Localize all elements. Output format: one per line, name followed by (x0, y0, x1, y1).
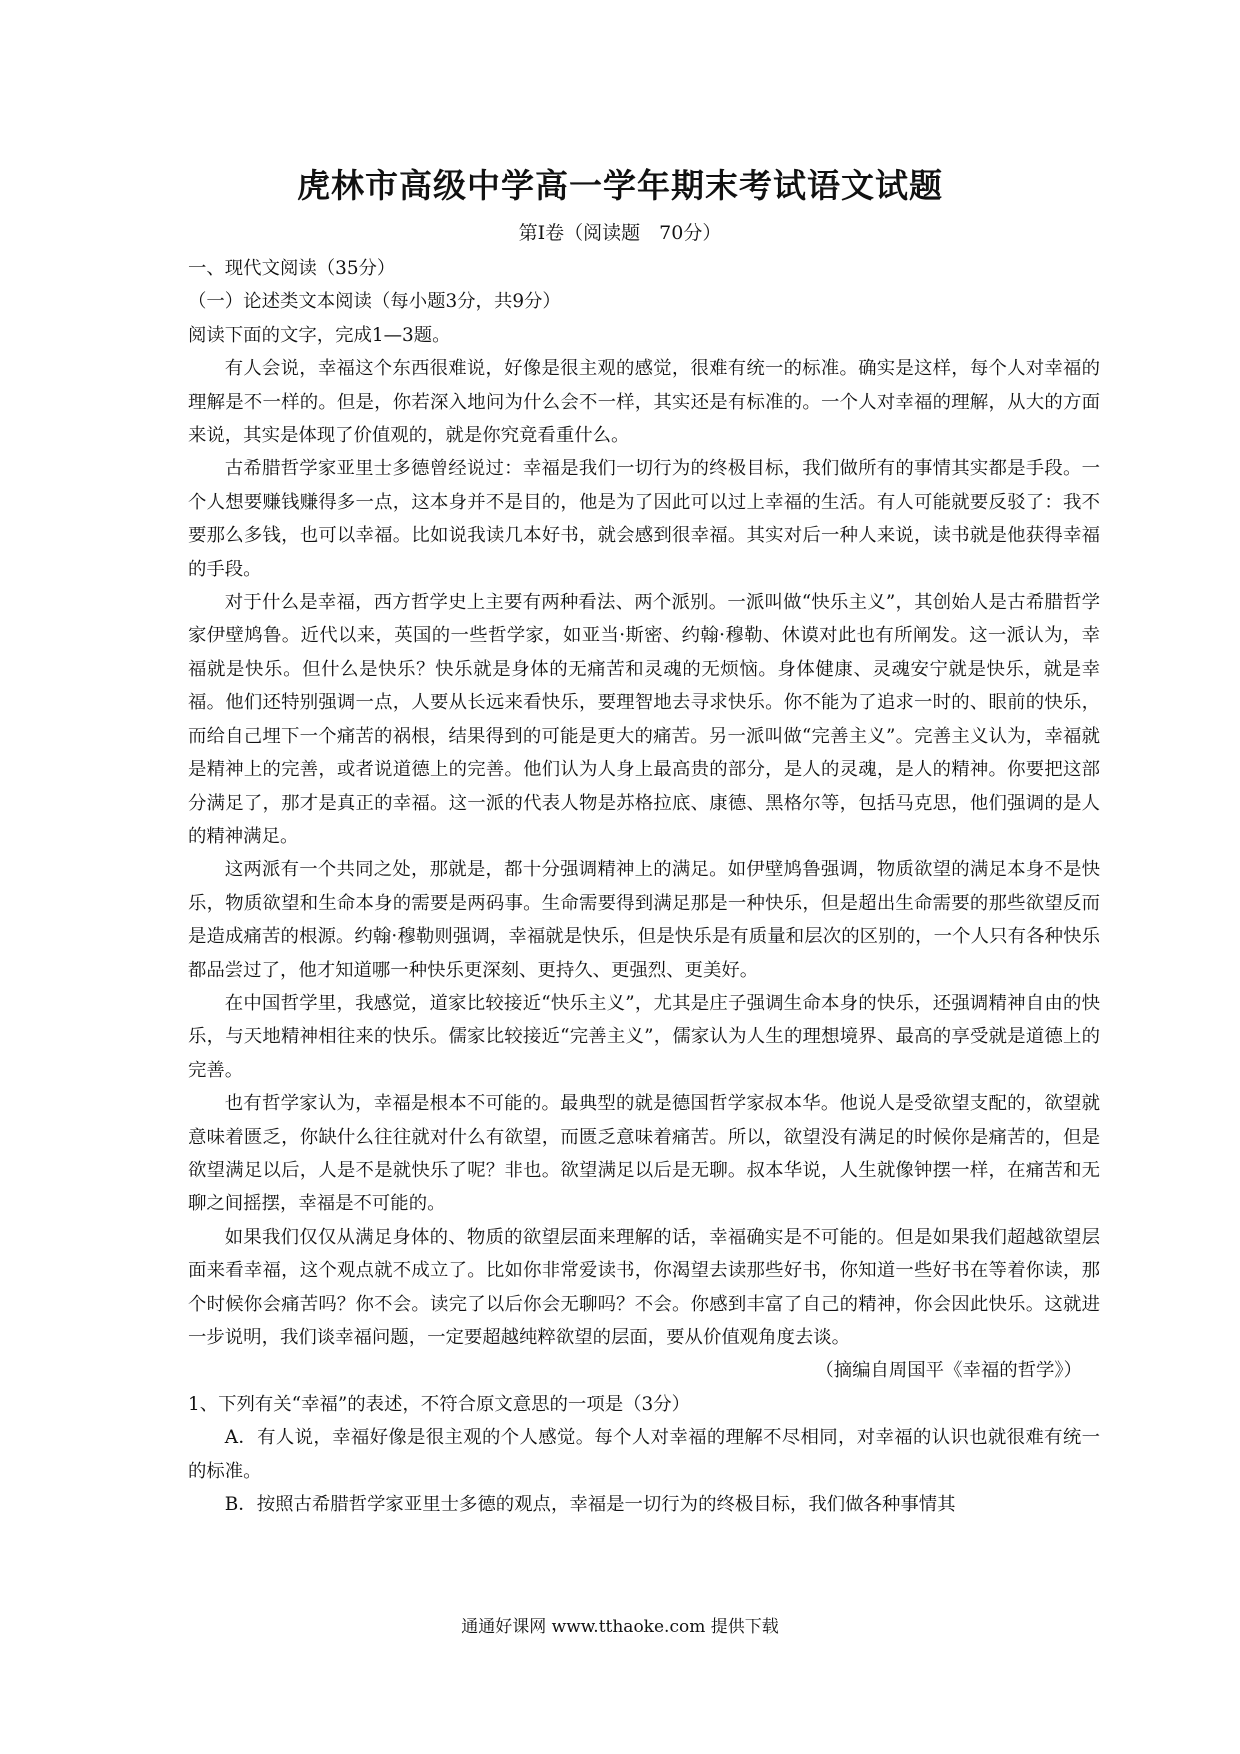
passage-paragraph: 如果我们仅仅从满足身体的、物质的欲望层面来理解的话，幸福确实是不可能的。但是如果我们超越欲望层面来看幸福，这个观点就不成立了。比如你非常爱读书，你渴望去读那些好书，你知道一些好书在等着你读，那个时候你会痛苦吗？你不会。读完了以后你会无聊吗？不会。你感到丰富了自己的精神，你会因此快乐。这就进一步说明，我们谈幸福问题，一定要超越纯粹欲望的层面，要从价值观角度去谈。 (188, 1226, 1100, 1348)
question-option-a: A．有人说，幸福好像是很主观的个人感觉。每个人对幸福的理解不尽相同，对幸福的认识也就很难有统一的标准。 (188, 1427, 1100, 1482)
reading-instruction: 阅读下面的文字，完成1—3题。 (188, 324, 451, 346)
passage-paragraph: 这两派有一个共同之处，那就是，都十分强调精神上的满足。如伊壁鸠鲁强调，物质欲望的满足本身不是快乐，物质欲望和生命本身的需要是两码事。生命需要得到满足那是一种快乐，但是超出生命需要的那些欲望反而是造成痛苦的根源。约翰·穆勒则强调，幸福就是快乐，但是快乐是有质量和层次的区别的，一个人只有各种快乐都品尝过了，他才知道哪一种快乐更深刻、更持久、更强烈、更美好。 (188, 859, 1100, 981)
page-footer: 通通好课网 www.tthaoke.com 提供下载 (461, 1617, 779, 1637)
content-body (188, 252, 1100, 1521)
passage-paragraph: 对于什么是幸福，西方哲学史上主要有两种看法、两个派别。一派叫做“快乐主义”，其创始人是古希腊哲学家伊壁鸠鲁。近代以来，英国的一些哲学家，如亚当·斯密、约翰·穆勒、休谟对此也有所阐发。这一派认为，幸福就是快乐。但什么是快乐？快乐就是身体的无痛苦和灵魂的无烦恼。身体健康、灵魂安宁就是快乐，就是幸福。他们还特别强调一点，人要从长远来看快乐，要理智地去寻求快乐。你不能为了追求一时的、眼前的快乐，而给自己埋下一个痛苦的祸根，结果得到的可能是更大的痛苦。另一派叫做“完善主义”。完善主义认为，幸福就是精神上的完善，或者说道德上的完善。他们认为人身上最高贵的部分，是人的灵魂，是人的精神。你要把这部分满足了，那才是真正的幸福。这一派的代表人物是苏格拉底、康德、黑格尔等，包括马克思，他们强调的是人的精神满足。 (188, 592, 1100, 847)
passage-paragraph: 古希腊哲学家亚里士多德曾经说过：幸福是我们一切行为的终极目标，我们做所有的事情其实都是手段。一个人想要赚钱赚得多一点，这本身并不是目的，他是为了因此可以过上幸福的生活。有人可能就要反驳了：我不要那么多钱，也可以幸福。比如说我读几本好书，就会感到很幸福。其实对后一种人来说，读书就是他获得幸福的手段。 (188, 458, 1100, 580)
question-stem: 1、下列有关“幸福”的表述，不符合原文意思的一项是（3分） (188, 1393, 690, 1415)
passage-paragraph: 有人会说，幸福这个东西很难说，好像是很主观的感觉，很难有统一的标准。确实是这样，每个人对幸福的理解是不一样的。但是，你若深入地问为什么会不一样，其实还是有标准的。一个人对幸福的理解，从大的方面来说，其实是体现了价值观的，就是你究竟看重什么。 (188, 358, 1100, 447)
page-subtitle: 第Ⅰ卷（阅读题 70分） (518, 222, 722, 244)
page-title: 虎林市高级中学高一学年期末考试语文试题 (297, 166, 943, 205)
passage-paragraph: 在中国哲学里，我感觉，道家比较接近“快乐主义”，尤其是庄子强调生命本身的快乐，还强调精神自由的快乐，与天地精神相往来的快乐。儒家比较接近“完善主义”，儒家认为人生的理想境界、最高的享受就是道德上的完善。 (188, 992, 1100, 1081)
section-heading: 一、现代文阅读（35分） (188, 258, 396, 279)
question-option-b: B．按照古希腊哲学家亚里士多德的观点，幸福是一切行为的终极目标，我们做各种事情其 (224, 1494, 956, 1516)
section-subheading: （一）论述类文本阅读（每小题3分，共9分） (188, 291, 561, 313)
passage-source: （摘编自周国平《幸福的哲学》） (815, 1360, 1082, 1382)
passage-paragraph: 也有哲学家认为，幸福是根本不可能的。最典型的就是德国哲学家叔本华。他说人是受欲望支配的，欲望就意味着匮乏，你缺什么往往就对什么有欲望，而匮乏意味着痛苦。所以，欲望没有满足的时候你是痛苦的，但是欲望满足以后，人是不是就快乐了呢？非也。欲望满足以后是无聊。叔本华说，人生就像钟摆一样，在痛苦和无聊之间摇摆，幸福是不可能的。 (188, 1093, 1100, 1215)
